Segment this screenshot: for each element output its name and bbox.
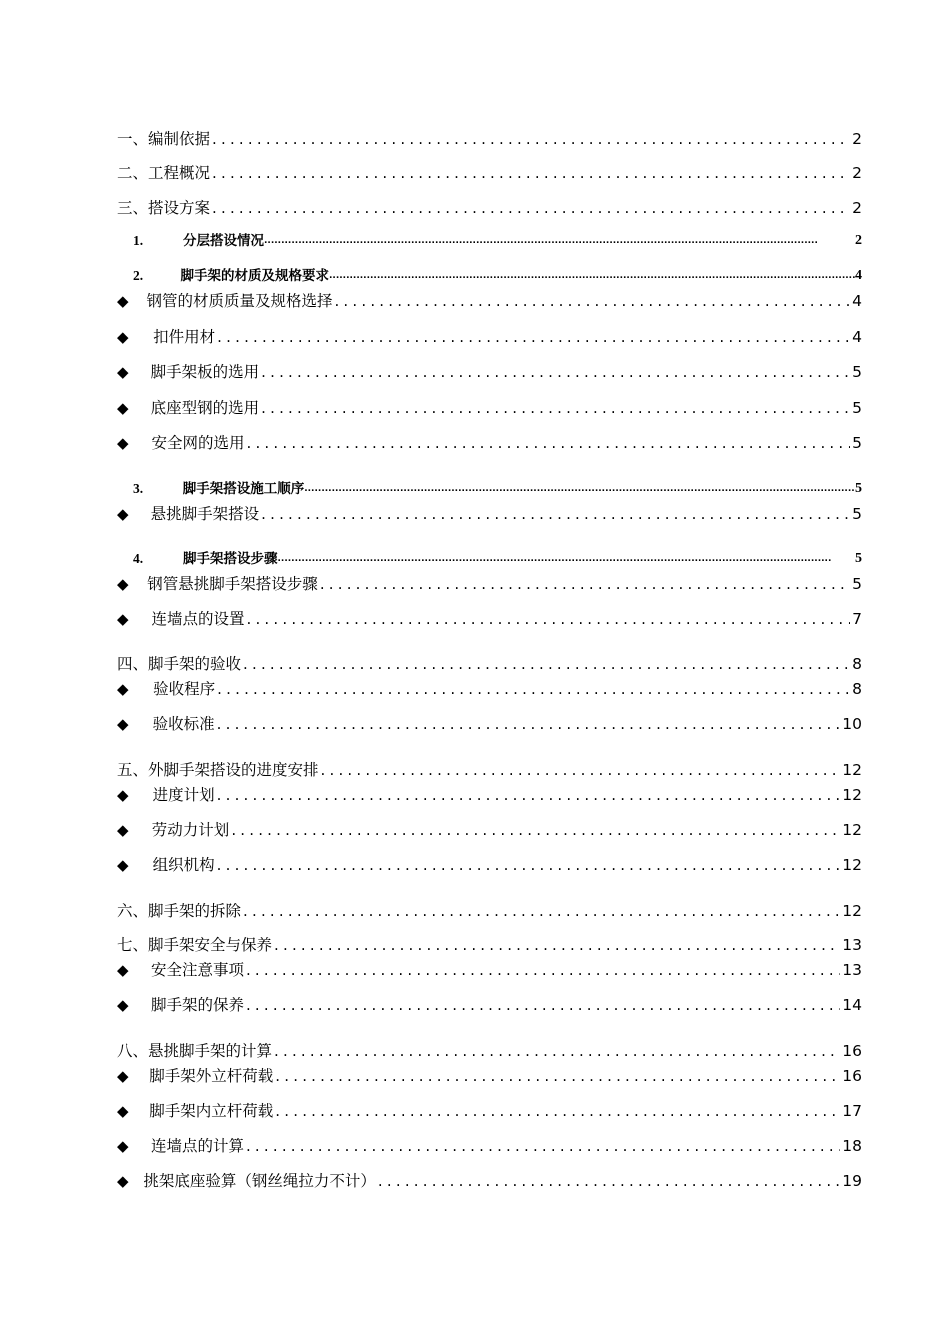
toc-dot-leader [212, 198, 850, 218]
toc-entry-page: 13 [842, 961, 862, 979]
toc-entry-page: 7 [852, 610, 862, 628]
toc-dot-leader [217, 714, 841, 734]
diamond-bullet-icon: ◆ [117, 1102, 129, 1120]
toc-entry-page: 10 [842, 715, 862, 733]
toc-entry-title: 脚手架安全与保养 [148, 936, 273, 954]
toc-entry-page: 12 [842, 856, 862, 874]
toc-entry-title: 脚手架外立杆荷载 [149, 1067, 274, 1085]
toc-entry[interactable] [117, 991, 862, 1015]
toc-entry-number: 六、 [117, 902, 149, 920]
toc-entry-page: 8 [852, 680, 862, 698]
toc-dot-leader [246, 995, 840, 1015]
diamond-bullet-icon: ◆ [117, 1137, 129, 1155]
diamond-bullet-icon: ◆ [117, 961, 129, 979]
toc-dot-leader [217, 327, 850, 347]
toc-entry-page: 12 [842, 761, 862, 779]
toc-dot-leader [264, 231, 855, 251]
toc-entry-title: 钢管的材质质量及规格选择 [146, 292, 333, 310]
toc-dot-leader [217, 855, 841, 875]
toc-dot-leader [274, 935, 840, 955]
toc-dot-leader [217, 679, 850, 699]
toc-dot-leader [247, 433, 851, 453]
toc-entry[interactable] [117, 781, 862, 805]
toc-entry-title: 挑架底座验算（钢丝绳拉力不计） [143, 1172, 376, 1190]
toc-entry-number: 二、 [117, 164, 149, 182]
toc-entry[interactable] [117, 500, 862, 524]
toc-entry[interactable] [117, 931, 862, 955]
toc-entry-number: 3. [133, 481, 144, 496]
toc-entry[interactable] [117, 394, 862, 418]
toc-entry-title: 组织机构 [152, 856, 215, 874]
toc-dot-leader [217, 785, 841, 805]
toc-entry-page: 5 [855, 551, 862, 566]
diamond-bullet-icon: ◆ [117, 1067, 129, 1085]
toc-entry-title: 进度计划 [152, 786, 215, 804]
toc-entry-page: 2 [852, 164, 862, 182]
toc-entry-page: 2 [852, 199, 862, 217]
diamond-bullet-icon: ◆ [117, 821, 129, 839]
toc-entry[interactable] [117, 194, 862, 218]
toc-entry[interactable] [117, 605, 862, 629]
toc-dot-leader [329, 266, 855, 286]
toc-entry-number: 四、 [117, 655, 149, 673]
diamond-bullet-icon: ◆ [117, 715, 129, 733]
toc-entry[interactable] [117, 897, 862, 921]
toc-dot-leader [321, 760, 841, 780]
toc-entry[interactable] [117, 650, 862, 674]
diamond-bullet-icon: ◆ [117, 786, 129, 804]
toc-entry-page: 5 [855, 481, 862, 496]
toc-dot-leader [275, 1066, 840, 1086]
toc-entry-title: 钢管悬挑脚手架搭设步骤 [147, 575, 318, 593]
toc-entry-title: 脚手架的验收 [148, 655, 242, 673]
toc-entry[interactable] [117, 475, 862, 499]
toc-dot-leader [212, 163, 850, 183]
toc-entry-title: 底座型钢的选用 [150, 399, 260, 417]
toc-entry-page: 17 [842, 1102, 862, 1120]
toc-entry-page: 4 [855, 268, 862, 283]
toc-entry-title: 悬挑脚手架搭设 [150, 505, 260, 523]
toc-entry-title: 脚手架的拆除 [148, 902, 242, 920]
toc-entry-title: 分层搭设情况 [183, 233, 264, 249]
toc-entry-page: 18 [842, 1137, 862, 1155]
diamond-bullet-icon: ◆ [117, 610, 129, 628]
toc-entry-title: 扣件用材 [153, 328, 216, 346]
diamond-bullet-icon: ◆ [117, 680, 129, 698]
toc-entry[interactable] [117, 429, 862, 453]
toc-dot-leader [261, 362, 850, 382]
toc-dot-leader [334, 291, 850, 311]
toc-entry-page: 4 [852, 328, 862, 346]
toc-entry[interactable] [117, 125, 862, 149]
toc-entry[interactable] [117, 1097, 862, 1121]
toc-dot-leader [246, 1136, 840, 1156]
toc-dot-leader [275, 1101, 840, 1121]
toc-dot-leader [261, 504, 850, 524]
toc-entry-number: 三、 [117, 199, 149, 217]
toc-entry-page: 5 [852, 575, 862, 593]
diamond-bullet-icon: ◆ [117, 1172, 129, 1190]
toc-entry[interactable] [117, 956, 862, 980]
toc-entry[interactable] [117, 159, 862, 183]
toc-entry-title: 工程概况 [148, 164, 211, 182]
toc-entry-page: 13 [842, 936, 862, 954]
toc-entry-page: 4 [852, 292, 862, 310]
diamond-bullet-icon: ◆ [117, 505, 129, 523]
diamond-bullet-icon: ◆ [117, 363, 129, 381]
toc-dot-leader [212, 129, 850, 149]
diamond-bullet-icon: ◆ [117, 856, 129, 874]
toc-entry-title: 脚手架搭设施工顺序 [182, 481, 305, 497]
toc-entry-number: 一、 [117, 130, 149, 148]
toc-entry-page: 14 [842, 996, 862, 1014]
toc-entry-title: 脚手架内立杆荷载 [149, 1102, 274, 1120]
toc-entry[interactable] [117, 816, 862, 840]
toc-dot-leader [304, 479, 855, 499]
toc-entry[interactable] [117, 1037, 862, 1061]
toc-entry-title: 外脚手架搭设的进度安排 [148, 761, 319, 779]
toc-entry[interactable] [117, 227, 862, 251]
toc-entry-title: 脚手架的保养 [150, 996, 244, 1014]
toc-entry-title: 搭设方案 [148, 199, 211, 217]
toc-entry[interactable] [117, 675, 862, 699]
toc-entry-page: 16 [842, 1042, 862, 1060]
toc-entry-number: 1. [133, 233, 144, 248]
toc-entry-number: 2. [133, 268, 144, 283]
toc-dot-leader [243, 901, 840, 921]
toc-entry-page: 19 [842, 1172, 862, 1190]
toc-entry-page: 16 [842, 1067, 862, 1085]
toc-dot-leader [246, 960, 840, 980]
toc-entry-title: 脚手架板的选用 [150, 363, 260, 381]
toc-entry-title: 悬挑脚手架的计算 [148, 1042, 273, 1060]
toc-entry-page: 5 [852, 434, 862, 452]
diamond-bullet-icon: ◆ [117, 996, 129, 1014]
toc-dot-leader [261, 398, 850, 418]
toc-dot-leader [243, 654, 850, 674]
toc-entry-title: 连墙点的计算 [150, 1137, 244, 1155]
toc-entry[interactable] [117, 1167, 862, 1191]
toc-entry-title: 编制依据 [148, 130, 211, 148]
toc-entry[interactable] [117, 851, 862, 875]
diamond-bullet-icon: ◆ [117, 292, 129, 310]
toc-entry-page: 5 [852, 363, 862, 381]
toc-entry[interactable] [117, 1062, 862, 1086]
toc-entry-page: 2 [852, 130, 862, 148]
toc-entry-title: 脚手架的材质及规格要求 [180, 268, 329, 284]
toc-entry-page: 12 [842, 902, 862, 920]
toc-dot-leader [274, 1041, 840, 1061]
toc-entry[interactable] [117, 545, 862, 569]
toc-entry-page: 12 [842, 786, 862, 804]
toc-entry-number: 五、 [117, 761, 149, 779]
toc-entry[interactable] [117, 756, 862, 780]
toc-entry[interactable] [117, 358, 862, 382]
toc-dot-leader [231, 820, 840, 840]
toc-entry-number: 4. [133, 551, 144, 566]
toc-dot-leader [320, 574, 850, 594]
toc-entry[interactable] [117, 323, 862, 347]
toc-entry[interactable] [117, 1132, 862, 1156]
toc-entry-page: 2 [855, 233, 862, 248]
toc-entry-title: 连墙点的设置 [151, 610, 245, 628]
diamond-bullet-icon: ◆ [117, 328, 129, 346]
toc-entry[interactable] [117, 287, 862, 311]
toc-entry-number: 七、 [117, 936, 149, 954]
toc-entry-title: 劳动力计划 [151, 821, 230, 839]
toc-entry[interactable] [117, 710, 862, 734]
toc-entry-title: 脚手架搭设步骤 [183, 551, 278, 567]
toc-dot-leader [278, 549, 856, 569]
toc-entry[interactable] [117, 262, 862, 286]
toc-entry[interactable] [117, 570, 862, 594]
diamond-bullet-icon: ◆ [117, 399, 129, 417]
toc-entry-title: 安全网的选用 [151, 434, 245, 452]
diamond-bullet-icon: ◆ [117, 434, 129, 452]
diamond-bullet-icon: ◆ [117, 575, 129, 593]
toc-entry-title: 验收程序 [153, 680, 216, 698]
toc-entry-number: 八、 [117, 1042, 149, 1060]
toc-entry-title: 安全注意事项 [150, 961, 244, 979]
toc-entry-page: 8 [852, 655, 862, 673]
toc-entry-page: 5 [852, 505, 862, 523]
toc-entry-page: 5 [852, 399, 862, 417]
toc-dot-leader [378, 1171, 840, 1191]
toc-dot-leader [247, 609, 851, 629]
toc-entry-page: 12 [842, 821, 862, 839]
toc-entry-title: 验收标准 [152, 715, 215, 733]
